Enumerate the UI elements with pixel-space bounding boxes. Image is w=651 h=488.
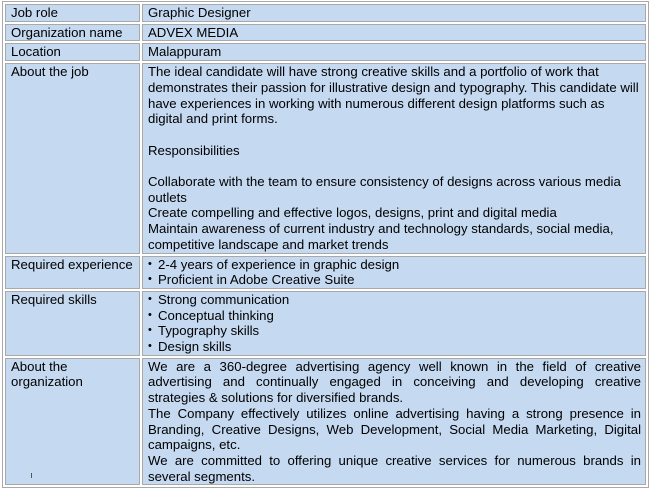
label-required-skills: Required skills [5, 291, 140, 356]
experience-item: 2-4 years of experience in graphic design [158, 256, 400, 272]
value-job-role: Graphic Designer [142, 4, 646, 22]
responsibilities-heading: Responsibilities [148, 142, 240, 158]
value-about-organization [142, 358, 646, 486]
about-job-intro: The ideal candidate will have strong creative skills and a portfolio of work that demonstrates their passion for illustrative design and typography. This candidate will have experiences in working with numerous different design platforms such as digital and print forms. [148, 64, 639, 127]
table-row-organization [5, 24, 646, 42]
experience-item: Proficient in Adobe Creative Suite [158, 272, 355, 288]
skill-item: Conceptual thinking [158, 307, 274, 323]
label-about-job: About the job [5, 63, 140, 253]
label-about-organization: About the organization [5, 358, 140, 486]
divider [31, 473, 32, 478]
responsibility-item: Create compelling and effective logos, designs, print and digital media [148, 205, 557, 221]
skills-list [148, 292, 641, 355]
value-about-job [142, 63, 646, 253]
table-row-required-skills [5, 291, 646, 356]
bullet-icon: • [148, 273, 152, 286]
job-details-table [2, 1, 649, 488]
label-job-role: Job role [5, 4, 140, 22]
responsibility-item: Collaborate with the team to ensure consistency of designs across various media outlets [148, 174, 621, 205]
experience-list [148, 257, 641, 288]
list-item [148, 272, 641, 288]
bullet-icon: • [148, 292, 152, 305]
about-org-paragraph: We are a 360-degree advertising agency well known in the field of creative advertising and continually engaged in conceiving and developing creative strategies & solutions for diversified brands. [148, 358, 641, 406]
table-row-job-role [5, 4, 646, 22]
label-organization: Organization name [5, 24, 140, 42]
skill-item: Strong communication [158, 291, 290, 307]
spacer [148, 127, 641, 143]
skill-item: Design skills [158, 339, 232, 355]
bullet-icon: • [148, 340, 152, 353]
label-required-experience: Required experience [5, 256, 140, 289]
bullet-icon: • [148, 324, 152, 337]
table-row-location [5, 43, 646, 61]
responsibility-item: Maintain awareness of current industry and technology standards, social media, competitive landscape and market trends [148, 221, 614, 252]
table-row-about-organization [5, 358, 646, 486]
spacer [148, 158, 641, 174]
bullet-icon: • [148, 308, 152, 321]
list-item [148, 323, 641, 339]
table-row-about-job [5, 63, 646, 253]
list-item [148, 292, 641, 308]
value-required-experience [142, 256, 646, 289]
list-item [148, 339, 641, 355]
bullet-icon: • [148, 257, 152, 270]
value-organization: ADVEX MEDIA [142, 24, 646, 42]
skill-item: Typography skills [158, 323, 260, 339]
about-org-paragraph: The Company effectively utilizes online advertising having a strong presence in Branding, Creative Designs, Web Development, Social Media Marketing, Digital campaigns, etc. [148, 405, 641, 453]
table-row-required-experience [5, 256, 646, 289]
label-location: Location [5, 43, 140, 61]
list-item [148, 308, 641, 324]
value-required-skills [142, 291, 646, 356]
list-item [148, 257, 641, 273]
value-location: Malappuram [142, 43, 646, 61]
about-org-paragraph: We are committed to offering unique creative services for numerous brands in several segments. [148, 452, 641, 484]
